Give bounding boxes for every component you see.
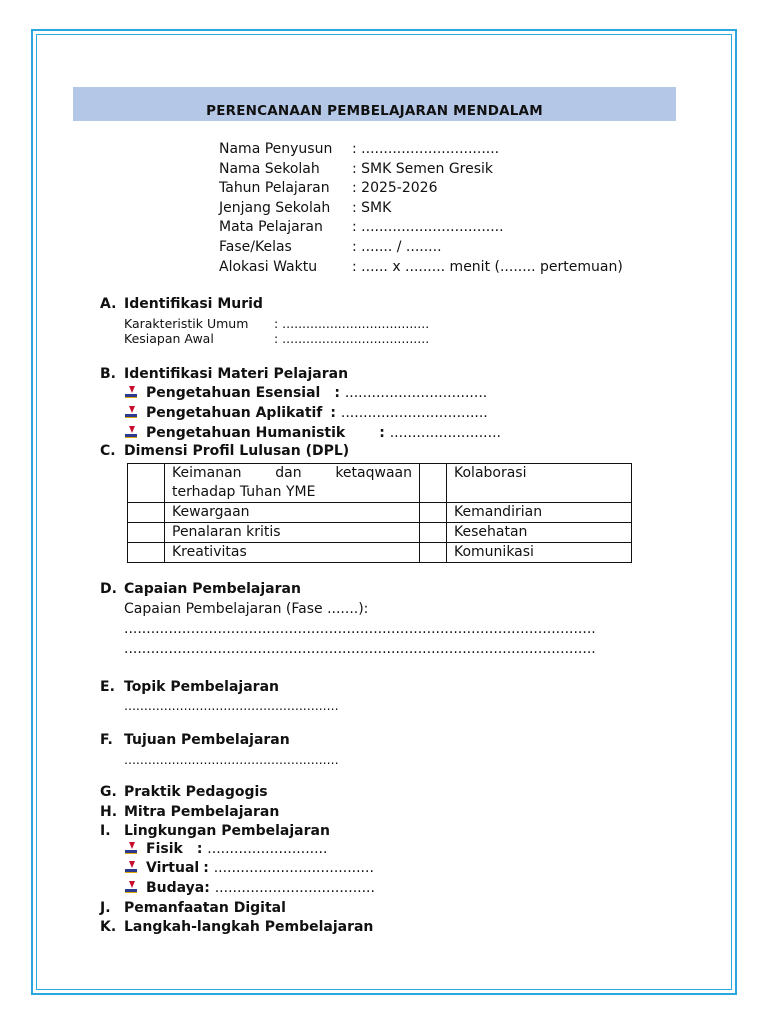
info-label: Tahun Pelajaran	[219, 180, 330, 197]
dpl-cell: Kreativitas	[165, 543, 420, 563]
item-value: ................................	[344, 385, 488, 401]
info-value: : ...............................	[352, 141, 500, 157]
section-letter: K.	[100, 919, 117, 935]
table-row	[128, 523, 632, 543]
section-h-heading	[100, 804, 279, 820]
dpl-cell: Kewargaan	[165, 503, 420, 523]
section-title: Identifikasi Materi Pelajaran	[124, 366, 349, 382]
checkbox-cell[interactable]	[128, 543, 165, 563]
section-e-dots: ......................................................	[124, 698, 339, 713]
checkbox-cell[interactable]	[420, 503, 447, 523]
item-sep: :	[196, 841, 203, 857]
info-row-mapel	[219, 218, 623, 238]
section-a-item-2	[124, 331, 429, 346]
dpl-word: Keimanan	[172, 465, 242, 481]
info-row-tahun	[219, 179, 623, 199]
item-value: : .....................................	[274, 331, 430, 346]
section-title: Mitra Pembelajaran	[124, 804, 280, 820]
info-label: Jenjang Sekolah	[219, 199, 331, 216]
section-letter: D.	[100, 581, 117, 597]
table-row	[128, 464, 632, 503]
bullet-icon	[124, 842, 138, 854]
section-letter: I.	[100, 823, 111, 839]
section-title: Praktik Pedagogis	[124, 784, 268, 800]
dpl-cell	[165, 464, 420, 503]
section-letter: G.	[100, 784, 117, 800]
table-row	[128, 543, 632, 563]
info-value: : SMK Semen Gresik	[352, 160, 494, 177]
dpl-cell: Kolaborasi	[447, 464, 632, 503]
info-row-alokasi	[219, 258, 623, 278]
section-a-item-1	[124, 316, 429, 331]
section-i-heading	[100, 823, 330, 839]
section-letter: A.	[100, 296, 117, 312]
dpl-table	[127, 463, 632, 563]
dpl-word: ketaqwaan	[335, 465, 412, 481]
item-value: ....................................	[213, 860, 374, 876]
info-row-penyusun	[219, 140, 623, 160]
item-label: Budaya	[146, 880, 205, 896]
document-title: PERENCANAAN PEMBELAJARAN MENDALAM	[206, 103, 543, 119]
info-label: Fase/Kelas	[219, 238, 292, 255]
section-d-line: Capaian Pembelajaran (Fase .......):	[124, 601, 369, 617]
info-label: Alokasi Waktu	[219, 258, 318, 275]
section-title: Langkah-langkah Pembelajaran	[124, 919, 374, 935]
section-letter: B.	[100, 366, 116, 382]
section-k-heading	[100, 919, 373, 935]
item-label: Fisik	[146, 841, 183, 857]
section-a-heading	[100, 296, 263, 312]
bullet-icon	[124, 861, 138, 873]
dpl-word: dan	[275, 465, 302, 481]
info-label: Mata Pelajaran	[219, 219, 323, 236]
bullet-icon	[124, 386, 138, 398]
section-letter: J.	[100, 900, 111, 916]
section-j-heading	[100, 900, 286, 916]
item-value: ...........................	[207, 841, 328, 857]
section-b-heading	[100, 366, 348, 382]
section-d-dots-2: ..........................................................................................................	[124, 641, 596, 657]
section-title: Tujuan Pembelajaran	[124, 732, 290, 748]
info-value: : SMK	[352, 199, 392, 216]
checkbox-cell[interactable]	[128, 503, 165, 523]
section-b-item-3	[124, 425, 501, 441]
item-sep: :	[204, 880, 210, 896]
section-title: Dimensi Profil Lulusan (DPL)	[124, 443, 350, 459]
section-f-heading	[100, 732, 290, 748]
section-i-item-3	[124, 880, 375, 896]
identity-block	[219, 140, 623, 277]
item-label: Kesiapan Awal	[124, 331, 214, 346]
info-value: : 2025-2026	[352, 180, 438, 197]
checkbox-cell[interactable]	[420, 523, 447, 543]
dpl-cell: Komunikasi	[447, 543, 632, 563]
item-sep: :	[330, 405, 337, 421]
checkbox-cell[interactable]	[128, 523, 165, 543]
info-value: : ...... x ......... menit (........ pertemuan)	[352, 258, 623, 275]
dpl-line: terhadap Tuhan YME	[172, 484, 316, 500]
section-title: Capaian Pembelajaran	[124, 581, 301, 597]
section-f-dots: ......................................................	[124, 752, 339, 767]
bullet-icon	[124, 881, 138, 893]
dpl-cell: Kemandirian	[447, 503, 632, 523]
item-sep: :	[379, 425, 385, 441]
checkbox-cell[interactable]	[420, 464, 447, 503]
section-b-item-1	[124, 385, 487, 401]
info-row-jenjang	[219, 199, 623, 219]
section-letter: H.	[100, 804, 118, 820]
section-i-item-2	[124, 860, 374, 876]
section-e-heading	[100, 679, 279, 695]
section-title: Pemanfaatan Digital	[124, 900, 286, 916]
item-sep: :	[203, 860, 209, 876]
info-row-sekolah	[219, 160, 623, 180]
dpl-cell: Penalaran kritis	[165, 523, 420, 543]
item-value: : .....................................	[274, 316, 430, 331]
item-label: Pengetahuan Aplikatif	[146, 405, 323, 421]
section-title: Identifikasi Murid	[124, 296, 263, 312]
item-sep: :	[334, 385, 340, 401]
item-value: .................................	[340, 405, 488, 421]
item-value: .........................	[389, 425, 501, 441]
info-label: Nama Penyusun	[219, 141, 333, 157]
item-label: Pengetahuan Esensial	[146, 385, 321, 401]
bullet-icon	[124, 406, 138, 418]
section-b-item-2	[124, 405, 488, 421]
item-label: Pengetahuan Humanistik	[146, 425, 346, 441]
section-letter: E.	[100, 679, 115, 695]
section-title: Lingkungan Pembelajaran	[124, 823, 330, 839]
section-i-item-1	[124, 841, 327, 857]
info-row-fase	[219, 238, 623, 258]
item-value: ....................................	[214, 880, 375, 896]
section-letter: C.	[100, 443, 116, 459]
title-banner	[73, 87, 676, 121]
table-row	[128, 503, 632, 523]
item-label: Virtual	[146, 860, 200, 876]
info-label: Nama Sekolah	[219, 160, 320, 177]
section-c-heading	[100, 443, 349, 459]
dpl-cell: Kesehatan	[447, 523, 632, 543]
item-label: Karakteristik Umum	[124, 316, 249, 331]
bullet-icon	[124, 426, 138, 438]
section-d-heading	[100, 581, 301, 597]
info-value: : ....... / ........	[352, 238, 442, 255]
section-g-heading	[100, 784, 268, 800]
section-d-dots-1: ..........................................................................................................	[124, 621, 596, 637]
checkbox-cell[interactable]	[128, 464, 165, 503]
checkbox-cell[interactable]	[420, 543, 447, 563]
info-value: : ................................	[352, 219, 504, 236]
section-letter: F.	[100, 732, 113, 748]
section-title: Topik Pembelajaran	[124, 679, 279, 695]
